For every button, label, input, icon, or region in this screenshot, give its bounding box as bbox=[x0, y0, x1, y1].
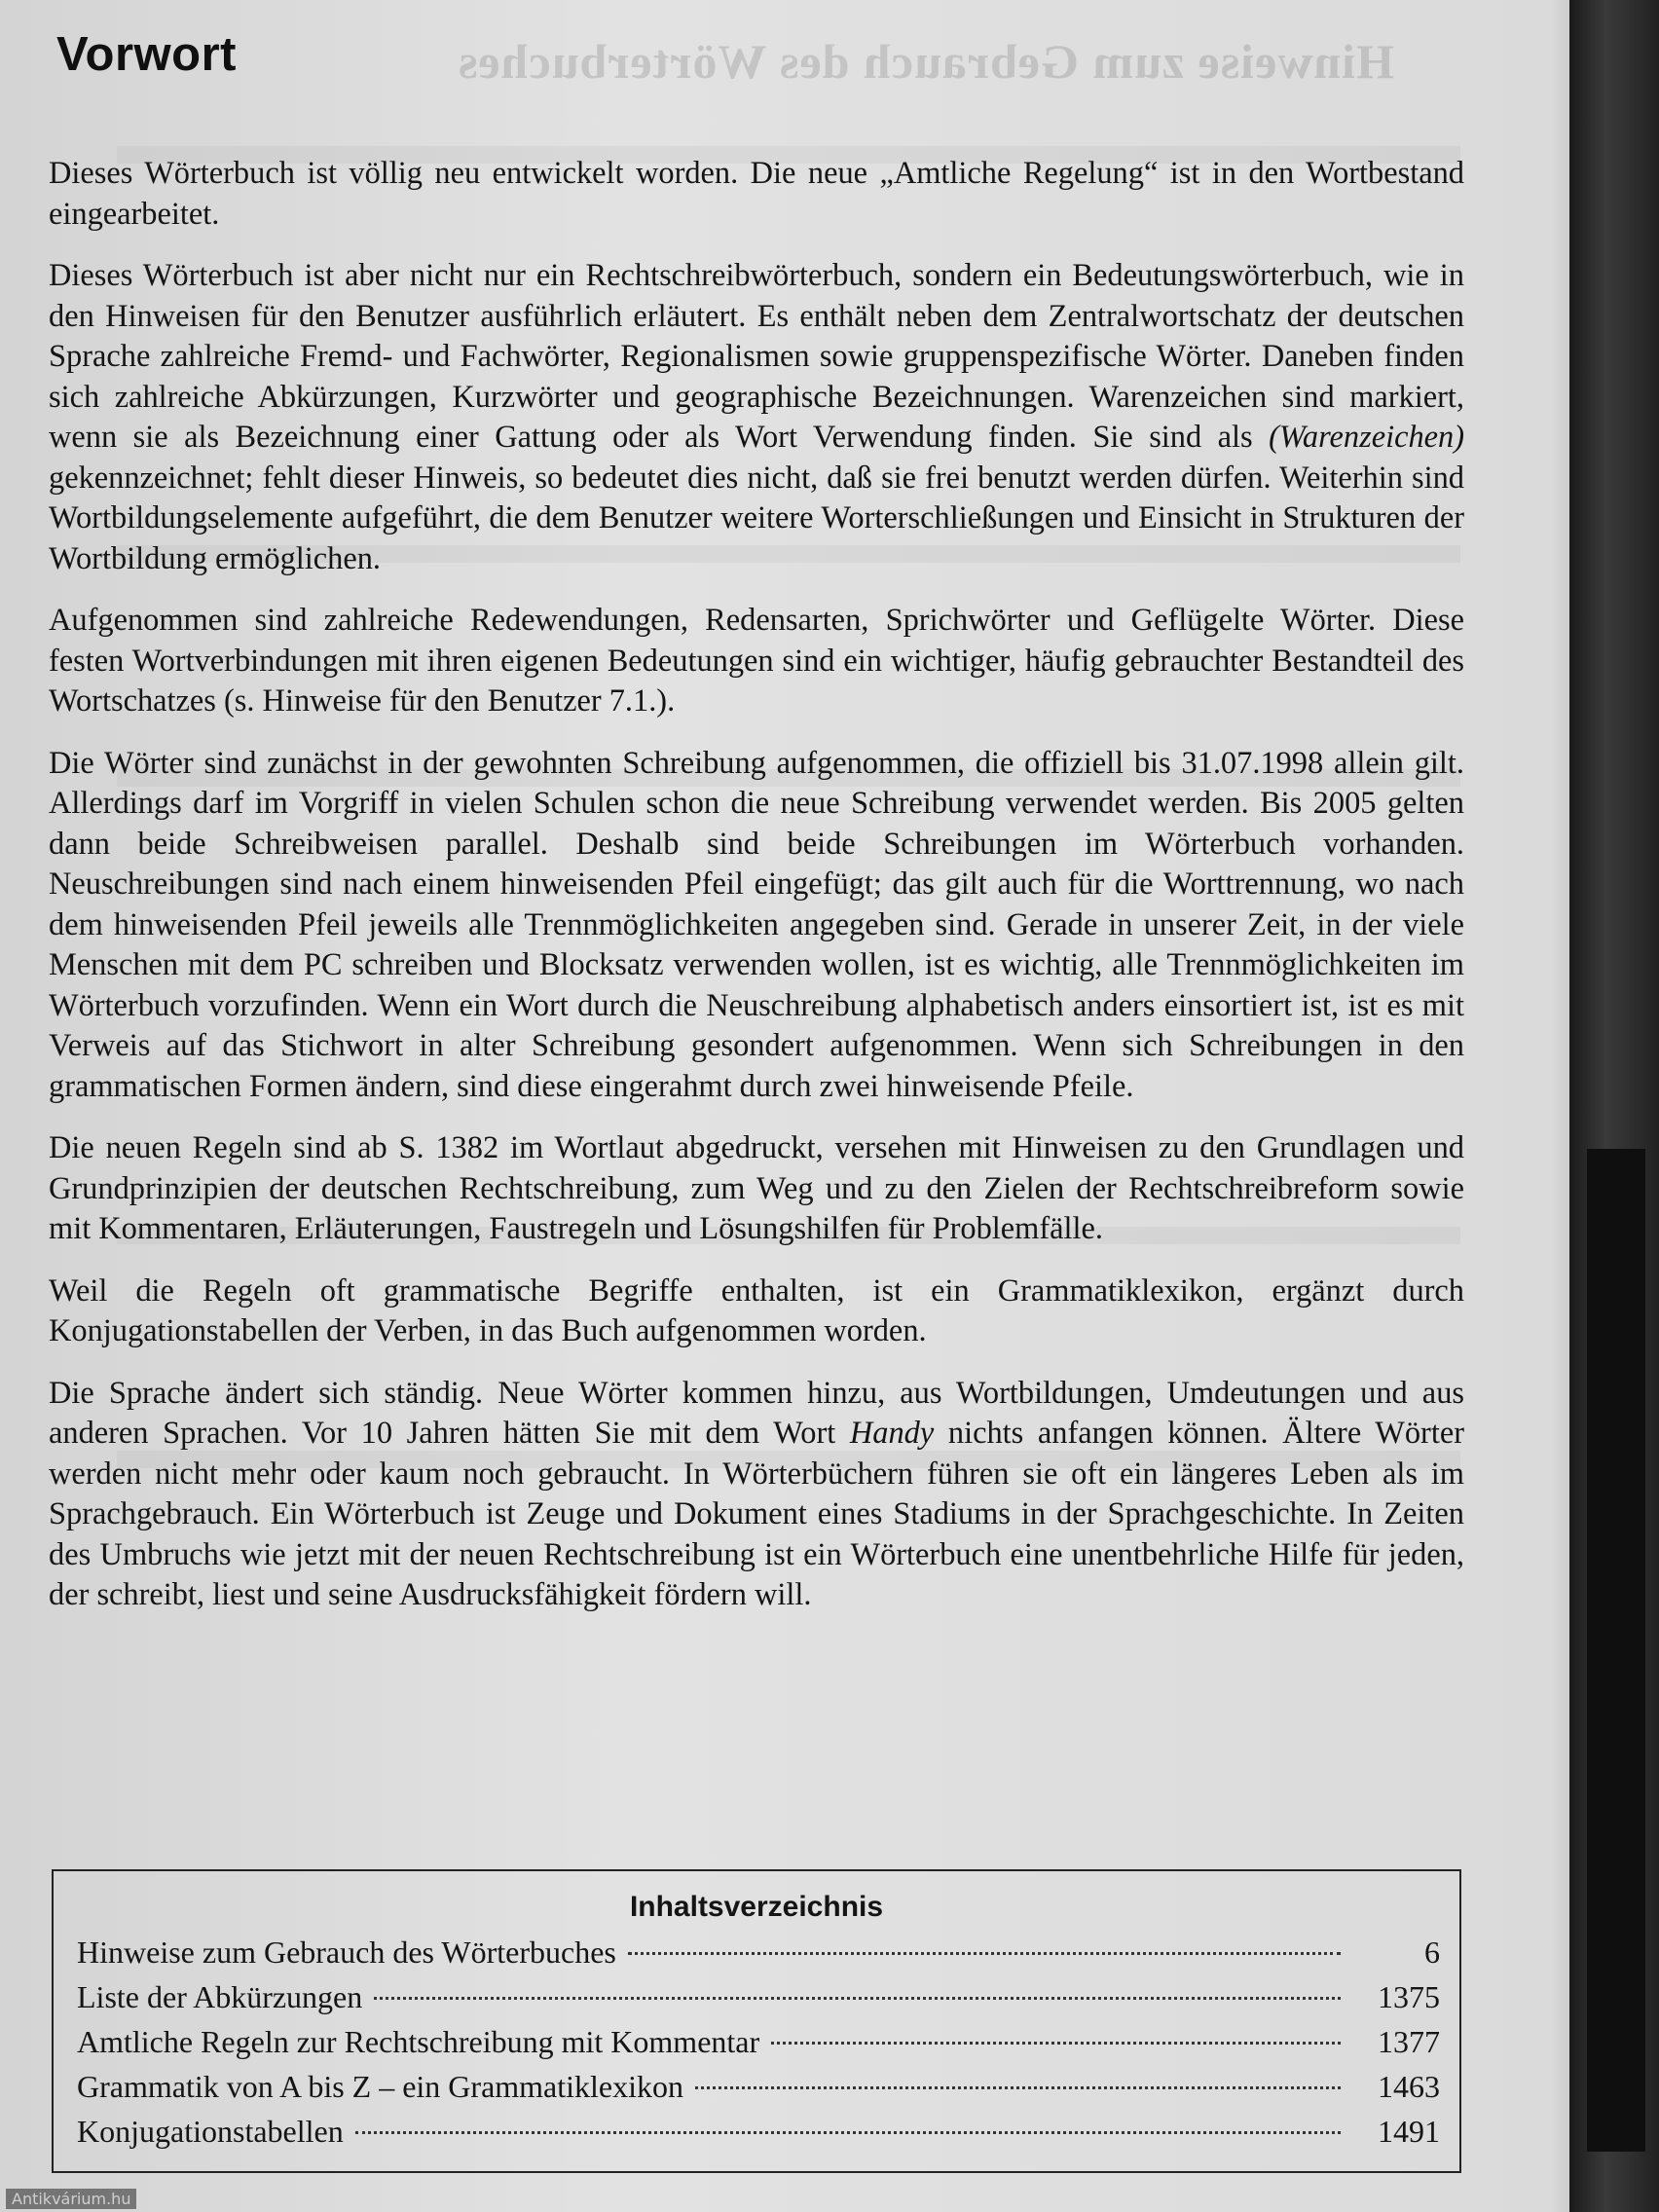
italic-term: Handy bbox=[849, 1416, 935, 1451]
paragraph: Die Wörter sind zunächst in der gewohnten Schreibung aufgenommen, die offiziell bis 31.07.1998 allein gilt. Allerdings darf im Vorgriff in vielen Schulen schon die neue Schreibung verwendet werden. Bis 2005 gelten dann beide Schreibweisen parallel. Deshalb sind beide Schreibungen im Wörterbuch vorhanden. Neuschreibungen sind nach einem hinweisenden Pfeil eingefügt; das gilt auch für die Worttrennung, wo nach dem hinweisenden Pfeil jeweils alle Trennmöglichkeiten angegeben sind. Gerade in unserer Zeit, in der viele Menschen mit dem PC schreiben und Blocksatz verwenden wollen, ist es wichtig, alle Trennmöglichkeiten im Wörterbuch vorzufinden. Wenn ein Wort durch die Neuschreibung alphabetisch anders einsortiert ist, ist es mit Verweis auf das Stichwort in alter Schreibung gesondert aufgenommen. Wenn sich Schreibungen in den grammatischen Formen ändern, sind diese eingerahmt durch zwei hinweisende Pfeile. bbox=[49, 745, 1464, 1104]
page-title: Vorwort bbox=[56, 28, 237, 81]
toc-entry-label: Liste der Abkürzungen bbox=[77, 1979, 363, 2014]
paragraph: Dieses Wörterbuch ist völlig neu entwickelt worden. Die neue „Amtliche Regelung“ ist in den Wortbestand eingearbeitet. bbox=[49, 156, 1464, 232]
dot-leader bbox=[771, 2042, 1341, 2045]
toc-entry-page: 1377 bbox=[1378, 2024, 1440, 2059]
toc-entry-page: 6 bbox=[1424, 1935, 1440, 1970]
dot-leader bbox=[355, 2131, 1341, 2134]
dot-leader bbox=[374, 1997, 1341, 2000]
paragraph: Die neuen Regeln sind ab S. 1382 im Wortlaut abgedruckt, versehen mit Hinweisen zu den Grundlagen und Grundprinzipien der deutschen Rechtschreibung, zum Weg und zu den Zielen der Rechtschreibreform sowie mit Kommentaren, Erläuterungen, Faustregeln und Lösungshilfen für Problemfälle. bbox=[49, 1130, 1464, 1246]
toc-entry-label: Amtliche Regeln zur Rechtschreibung mit Kommentar bbox=[77, 2024, 760, 2059]
toc-entry-label: Grammatik von A bis Z – ein Grammatiklexikon bbox=[77, 2069, 684, 2104]
toc-heading: Inhaltsverzeichnis bbox=[629, 1891, 884, 1923]
toc-entry-page: 1491 bbox=[1378, 2114, 1440, 2149]
dot-leader bbox=[695, 2086, 1341, 2089]
toc-entry bbox=[54, 1974, 1459, 2019]
toc-entry bbox=[54, 2019, 1459, 2064]
paragraph: Aufgenommen sind zahlreiche Redewendungen, Redensarten, Sprichwörter und Geflügelte Wörter. Diese festen Wortverbindungen mit ihren eigenen Bedeutungen sind ein wichtiger, häufig gebrauchter Bestandteil des Wortschatzes (s. Hinweise für den Benutzer 7.1.). bbox=[49, 603, 1464, 719]
dot-leader bbox=[628, 1952, 1341, 1955]
toc-entry bbox=[54, 1930, 1459, 1974]
toc-entry-label: Konjugationstabellen bbox=[77, 2114, 344, 2149]
bleed-through-title: Hinweise zum Gebrauch des Wörterbuches bbox=[458, 34, 1395, 89]
toc-entry-page: 1463 bbox=[1378, 2069, 1440, 2104]
paragraph: Dieses Wörterbuch ist aber nicht nur ein Rechtschreibwörterbuch, sondern ein Bedeutungswörterbuch, wie in den Hinweisen für den Benutzer ausführlich erläutert. Es enthält neben dem Zentralwortschatz der deutschen Sprache zahlreiche Fremd- und Fachwörter, Regionalismen sowie gruppenspezifische Wörter. Daneben finden sich zahlreiche Abkürzungen, Kurzwörter und geographische Bezeichnungen. Warenzeichen sind markiert, wenn sie als Bezeichnung einer Gattung oder als Wort Verwendung finden. Sie sind als (Warenzeichen) gekennzeichnet; fehlt dieser Hinweis, so bedeutet dies nicht, daß sie frei benutzt werden dürfen. Weiterhin sind Wortbildungselemente aufgeführt, die dem Benutzer weitere Worterschließungen und Einsicht in Strukturen der Wortbildung ermöglichen. bbox=[49, 258, 1464, 576]
watermark: Antikvárium.hu bbox=[6, 2189, 136, 2209]
page-tab-marker bbox=[1587, 1149, 1645, 2152]
table-of-contents bbox=[52, 1869, 1461, 2173]
paragraph: Weil die Regeln oft grammatische Begriffe enthalten, ist ein Grammatiklexikon, ergänzt durch Konjugationstabellen der Verben, in das Buch aufgenommen worden. bbox=[49, 1272, 1464, 1348]
book-edge-shadow bbox=[1569, 0, 1659, 2212]
preface-body bbox=[49, 154, 1464, 1638]
paragraph: Die Sprache ändert sich ständig. Neue Wörter kommen hinzu, aus Wortbildungen, Umdeutungen und aus anderen Sprachen. Vor 10 Jahren hätten Sie mit dem Wort Handy nichts anfangen können. Ältere Wörter werden nicht mehr oder kaum noch gebraucht. In Wörterbüchern führen sie oft ein längeres Leben als im Sprachgebrauch. Ein Wörterbuch ist Zeuge und Dokument eines Stadiums in der Sprachgeschichte. In Zeiten des Umbruchs wie jetzt mit der neuen Rechtschreibung ist ein Wörterbuch eine unentbehrliche Hilfe für jeden, der schreibt, liest und seine Ausdrucksfähigkeit fördern will. bbox=[49, 1375, 1464, 1612]
toc-entry bbox=[54, 2109, 1459, 2154]
toc-entry-label: Hinweise zum Gebrauch des Wörterbuches bbox=[77, 1935, 616, 1970]
toc-entry-page: 1375 bbox=[1378, 1979, 1440, 2014]
italic-term: (Warenzeichen) bbox=[1269, 420, 1464, 455]
toc-entry bbox=[54, 2064, 1459, 2109]
